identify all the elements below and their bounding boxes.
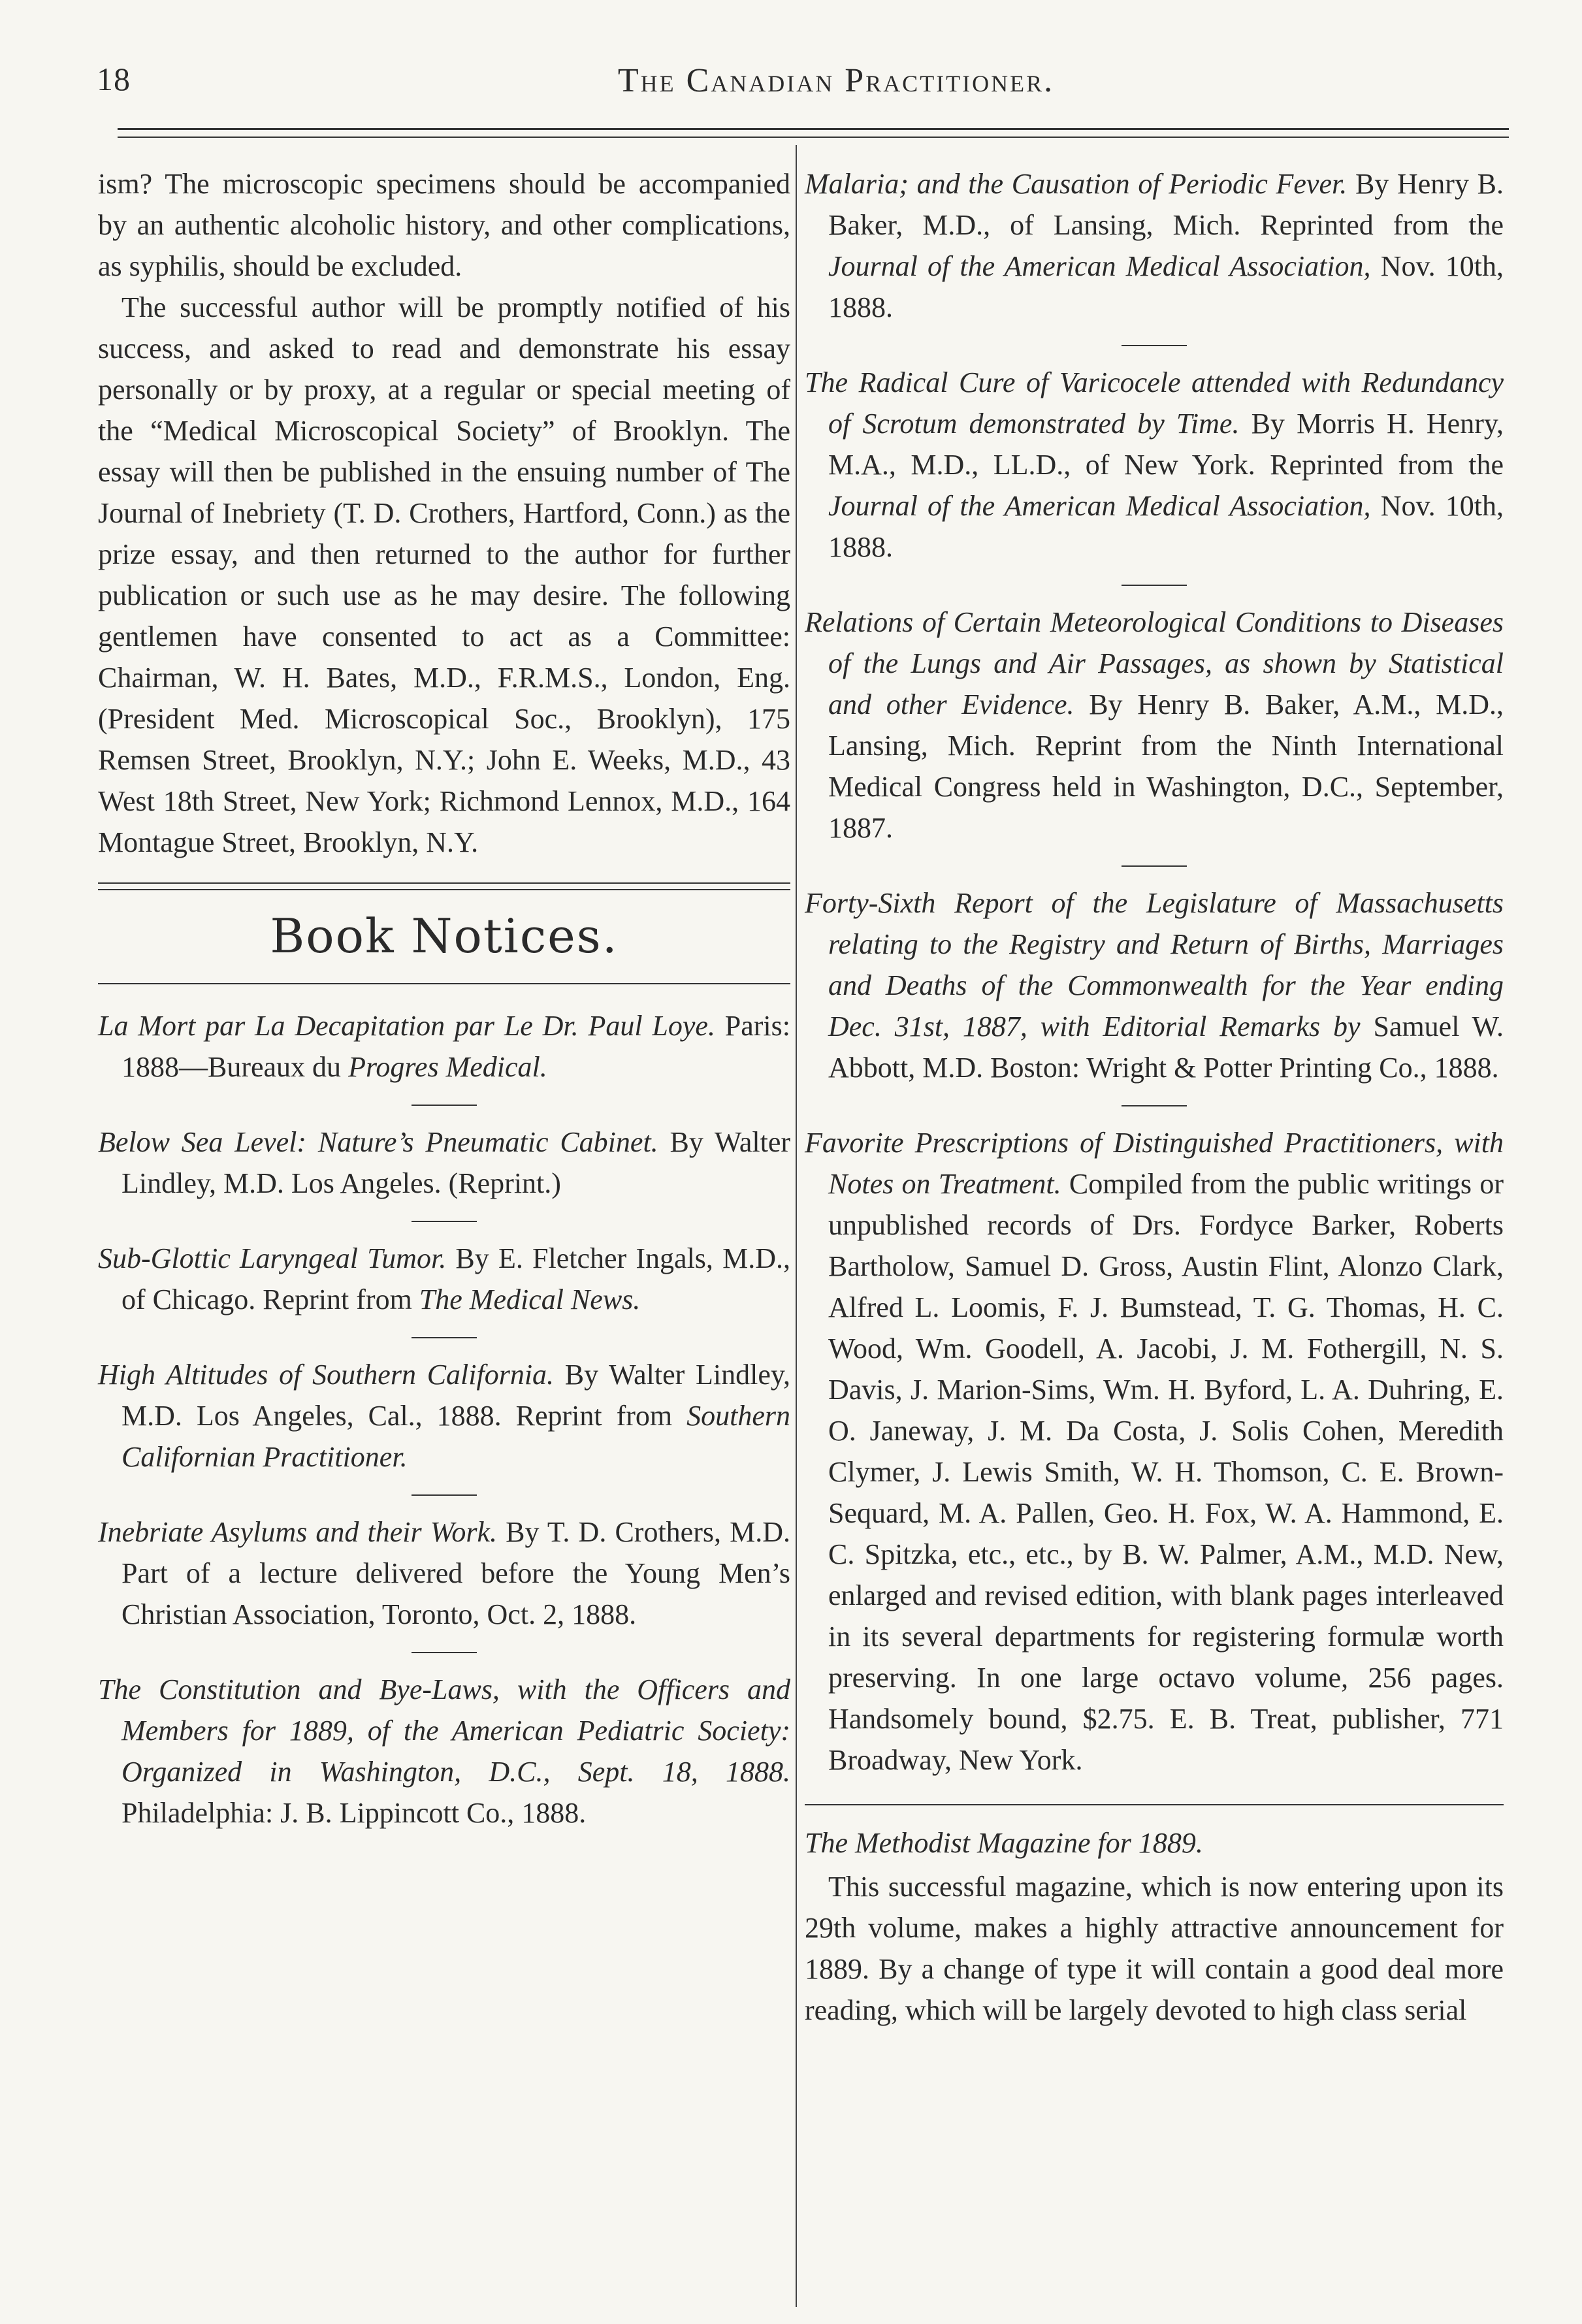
notice-details: By T. D. Crothers, M.D. Part of a lecture delivered before the Young Men’s Christian Association, Toronto, Oct. 2, 1888.: [121, 1516, 790, 1630]
right-column: [805, 163, 1504, 2031]
column-divider: [796, 145, 797, 2307]
section-rule-bottom: [98, 983, 790, 986]
notice-details: Compiled from the public writings or unpublished records of Drs. Fordyce Barker, Roberts Bartholow, Samuel D. Gross, Austin Flint, Alonzo Clark, Alfred L. Loomis, F. J. Bumstead, T. G. Thomas, H. C. Wood, Wm. Goodell, A. Jacobi, J. M. Fothergill, N. S. Davis, J. Marion-Sims, Wm. H. Byford, L. A. Duhring, E. O. Janeway, J. M. Da Costa, J. Solis Cohen, Meredith Clymer, J. Lewis Smith, W. H. Thomson, C. E. Brown-Sequard, M. A. Pallen, Geo. H. Fox, W. A. Hammond, E. C. Spitzka, etc., etc., by B. W. Palmer, A.M., M.D. New, enlarged and revised edition, with blank pages interleaved in its several departments for registering formulæ worth preserving. In one large octavo volume, 256 pages. Handsomely bound, $2.75. E. B. Treat, publisher, 771 Broadway, New York.: [828, 1168, 1504, 1776]
notice-source: Journal of the American Medical Association,: [828, 250, 1371, 282]
magazine-rule: [805, 1804, 1504, 1807]
book-notice: [98, 1511, 790, 1635]
section-heading: Book Notices.: [270, 909, 619, 963]
page-header: [0, 0, 1582, 131]
page-number: 18: [97, 61, 131, 97]
notice-source: Journal of the American Medical Association,: [828, 490, 1371, 522]
notice-title: Sub-Glottic Laryngeal Tumor.: [98, 1242, 447, 1274]
book-notice: [98, 1354, 790, 1477]
notice-source: The Medical News.: [419, 1283, 641, 1315]
book-notice: [805, 1122, 1504, 1781]
notice-title: Favorite Prescriptions of Distinguished Practitioners, with Notes on Treatment.: [805, 1127, 1504, 1200]
notice-details: By E. Fletcher Ingals, M.D., of Chicago. Reprint from: [121, 1242, 791, 1315]
notice-date: Nov. 10th, 1888.: [828, 490, 1504, 563]
notice-details: By Morris H. Henry, M.A., M.D., LL.D., of New York. Reprinted from the: [828, 408, 1504, 481]
notice-title: Forty-Sixth Report of the Legislature of Massachusetts relating to the Registry and Return of Births, Marriages and Deaths of the Commonwealth for the Year ending Dec. 31st, 1887, with Editorial Remarks by: [805, 887, 1504, 1042]
notice-separator: [412, 1337, 477, 1338]
book-notice: [98, 1238, 790, 1320]
notice-separator: [412, 1221, 477, 1222]
notice-title: Malaria; and the Causation of Periodic Fever.: [805, 168, 1348, 200]
notice-separator: [1122, 585, 1187, 586]
prize-paragraph: The successful author will be promptly notified of his success, and asked to read and demonstrate his essay personally or by proxy, at a regular or special meeting of the “Medical Microscopical Society” of Brooklyn. The essay will then be published in the ensuing number of The Journal of Inebriety (T. D. Crothers, Hartford, Conn.) as the prize essay, and then returned to the author for further publication or such use as he may desire. The following gentlemen have consented to act as a Committee: Chairman, W. H. Bates, M.D., F.R.M.S., London, Eng. (President Med. Microscopical Soc., Brooklyn), 175 Remsen Street, Brooklyn, N.Y.; John E. Weeks, M.D., 43 West 18th Street, New York; Richmond Lennox, M.D., 164 Montague Street, Brooklyn, N.Y.: [98, 291, 790, 858]
notice-separator: [412, 1494, 477, 1496]
notice-details: By Walter Lindley, M.D. Los Angeles. (Reprint.): [121, 1126, 791, 1199]
book-notice: [805, 602, 1504, 848]
notice-separator: [412, 1652, 477, 1653]
book-notice: [805, 362, 1504, 568]
intro-paragraph: ism? The microscopic specimens should be accompanied by an authentic alcoholic history, and other complications, as syphilis, should be excluded.: [98, 168, 790, 282]
notice-title: The Radical Cure of Varicocele attended with Redundancy of Scrotum demonstrated by Time.: [805, 366, 1504, 440]
book-notice: [98, 1669, 790, 1833]
notice-title: The Constitution and Bye-Laws, with the Officers and Members for 1889, of the American Pediatric Society: Organized in Washington, D.C., Sept. 18, 1888.: [98, 1673, 790, 1788]
book-notice: [98, 1005, 790, 1088]
notice-title: Below Sea Level: Nature’s Pneumatic Cabinet.: [98, 1126, 658, 1158]
notice-date: Nov. 10th, 1888.: [828, 250, 1504, 323]
header-rule: [118, 128, 1509, 138]
magazine-paragraph: This successful magazine, which is now entering upon its 29th volume, makes a highly attractive announcement for 1889. By a change of type it will contain a good deal more reading, which will be largely devoted to high class serial: [805, 1871, 1504, 2026]
notice-details: By Walter Lindley, M.D. Los Angeles, Cal., 1888. Reprint from: [121, 1359, 790, 1432]
left-column: [98, 163, 790, 1833]
notice-title: Inebriate Asylums and their Work.: [98, 1516, 498, 1548]
notice-details: Philadelphia: J. B. Lippincott Co., 1888.: [121, 1797, 587, 1829]
notice-details: Paris: 1888—Bureaux du: [121, 1010, 790, 1083]
notice-source: Progres Medical.: [348, 1051, 547, 1083]
running-title: The Canadian Practitioner.: [617, 62, 1055, 99]
notice-title: Relations of Certain Meteorological Conditions to Diseases of the Lungs and Air Passages, as shown by Statistical and other Evidence.: [805, 606, 1504, 720]
notice-title: La Mort par La Decapitation par Le Dr. Paul Loye.: [98, 1010, 715, 1042]
notice-separator: [1122, 345, 1187, 346]
notice-separator: [412, 1105, 477, 1106]
section-rule: [98, 882, 790, 890]
notice-details: By Henry B. Baker, A.M., M.D., Lansing, Mich. Reprint from the Ninth International Medical Congress held in Washington, D.C., September, 1887.: [828, 688, 1504, 844]
notice-details: By Henry B. Baker, M.D., of Lansing, Mich. Reprinted from the: [828, 168, 1504, 241]
book-notice: [98, 1122, 790, 1204]
notice-separator: [1122, 865, 1187, 867]
book-notice: [805, 882, 1504, 1088]
notice-details: Samuel W. Abbott, M.D. Boston: Wright & Potter Printing Co., 1888.: [828, 1010, 1504, 1084]
notice-source: Southern Californian Practitioner.: [121, 1400, 790, 1473]
book-notice: [805, 163, 1504, 328]
magazine-title: The Methodist Magazine for 1889.: [805, 1827, 1203, 1859]
notice-separator: [1122, 1105, 1187, 1106]
notice-title: High Altitudes of Southern California.: [98, 1359, 555, 1391]
